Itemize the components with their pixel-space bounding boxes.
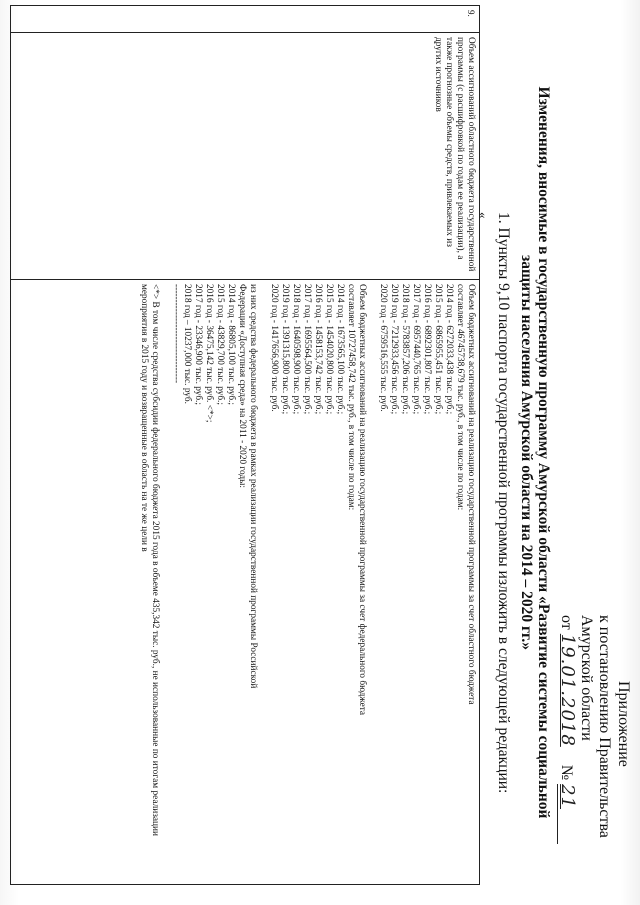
- document-title: [518, 30, 552, 875]
- order-prefix: от: [558, 615, 576, 630]
- row-content: [11, 280, 480, 885]
- federal-year-line: 2020 год - 1417656,900 тыс. руб.: [269, 284, 279, 412]
- regional-year-line: 2017 год - 6957440,765 тыс. руб.;: [411, 284, 421, 415]
- footnote-separator: --------------------------------: [171, 284, 181, 384]
- accessible-year-line: 2016 год - 36475,142 тыс. руб. <*>;: [204, 284, 214, 423]
- federal-year-line: 2018 год - 1640598,900 тыс. руб.;: [291, 284, 301, 415]
- title-line-1: Изменения, вносимые в государственную программу Амурской области «Развитие системы социальной: [535, 86, 552, 819]
- table-row: [11, 6, 480, 885]
- federal-year-line: 2014 год - 1673565,100 тыс. руб.;: [335, 284, 345, 415]
- appendix-block: [557, 615, 632, 885]
- regional-year-line: 2018 год - 5783857,206 тыс. руб.;: [400, 284, 410, 415]
- regional-year-line: 2015 год - 6865955,451 тыс. руб.;: [433, 284, 443, 415]
- federal-intro-line-2: составляет 10727458,742 тыс. руб., в том числе по годам:: [346, 284, 356, 511]
- accessible-year-line: 2015 год - 43829,700 тыс. руб.;: [215, 284, 225, 405]
- order-number-handwritten: 21: [557, 784, 577, 844]
- regional-intro-line-2: составляет 46745738,679 тыс. руб., в том числе по годам:: [455, 284, 465, 511]
- federal-year-line: 2016 год - 1458153,742 тыс. руб.;: [313, 284, 323, 415]
- accessible-intro-line-2: Федерации «Доступная среда» на 2011 - 2020 годы:: [237, 284, 247, 488]
- order-number-prefix: №: [558, 764, 576, 781]
- regional-year-line: 2019 год - 7212933,456 тыс. руб.;: [389, 284, 399, 415]
- regional-budget-block: [377, 284, 476, 880]
- regional-year-line: 2020 год - 6759516,555 тыс. руб.: [378, 284, 388, 412]
- accessible-intro-line-1: из них средства федерального бюджета в рамках реализации государственной программы Российской: [248, 284, 258, 689]
- accessible-environment-block: [170, 284, 258, 880]
- accessible-year-line: 2017 год - 23346,900 тыс. руб.;: [193, 284, 203, 405]
- federal-year-line: 2017 год - 1695564,500 тыс. руб.;: [302, 284, 312, 415]
- title-line-2: защиты населения Амурской области на 2014 – 2020 гг.»: [518, 255, 535, 650]
- section-heading: 1. Пункты 9,10 паспорта государственной программы изложить в следующей редакции:: [495, 212, 512, 794]
- federal-intro-line-1: Объем бюджетных ассигнований на реализацию государственной программы за счет федерального бюджета: [357, 284, 367, 716]
- row-label: Объем ассигнований областного бюджета государственной программы (с расшифровкой по годам ее реализации), а также прогнозные объемы средств, привлекаемых из других источников: [11, 33, 480, 280]
- passport-table: [10, 5, 480, 885]
- row-number: 9.: [11, 6, 480, 33]
- footnote-text: <*> В том числе средства субсидии федерального бюджета 2015 года в объеме 435,342 тыс. руб., не использованные по итогам реализации мероприятия в 2015 году и возвращенные в область на те же цели в: [139, 284, 160, 836]
- federal-year-line: 2019 год - 1391315,800 тыс. руб.;: [280, 284, 290, 415]
- appendix-line-1: к постановлению Правительства: [596, 615, 614, 838]
- order-date-handwritten: 19.01.2018: [557, 633, 579, 747]
- opening-quote-mark: «: [476, 212, 491, 219]
- accessible-year-line: 2018 год – 10237,000 тыс. руб.: [182, 284, 192, 404]
- federal-year-line: 2015 год - 1454020,800 тыс. руб.;: [324, 284, 334, 415]
- accessible-year-line: 2014 год - 86805,100 тыс. руб.;: [226, 284, 236, 405]
- appendix-line-2: Амурской области: [578, 615, 595, 741]
- order-line: [557, 615, 577, 885]
- regional-year-line: 2016 год - 6892301,807 тыс. руб.;: [422, 284, 432, 415]
- appendix-heading: Приложение: [615, 681, 632, 767]
- regional-year-line: 2014 год - 6272033,438 тыс. руб.;: [444, 284, 454, 415]
- regional-intro-line-1: Объем бюджетных ассигнований на реализацию государственной программы за счет областного бюджета: [466, 284, 476, 705]
- federal-budget-block: [268, 284, 367, 880]
